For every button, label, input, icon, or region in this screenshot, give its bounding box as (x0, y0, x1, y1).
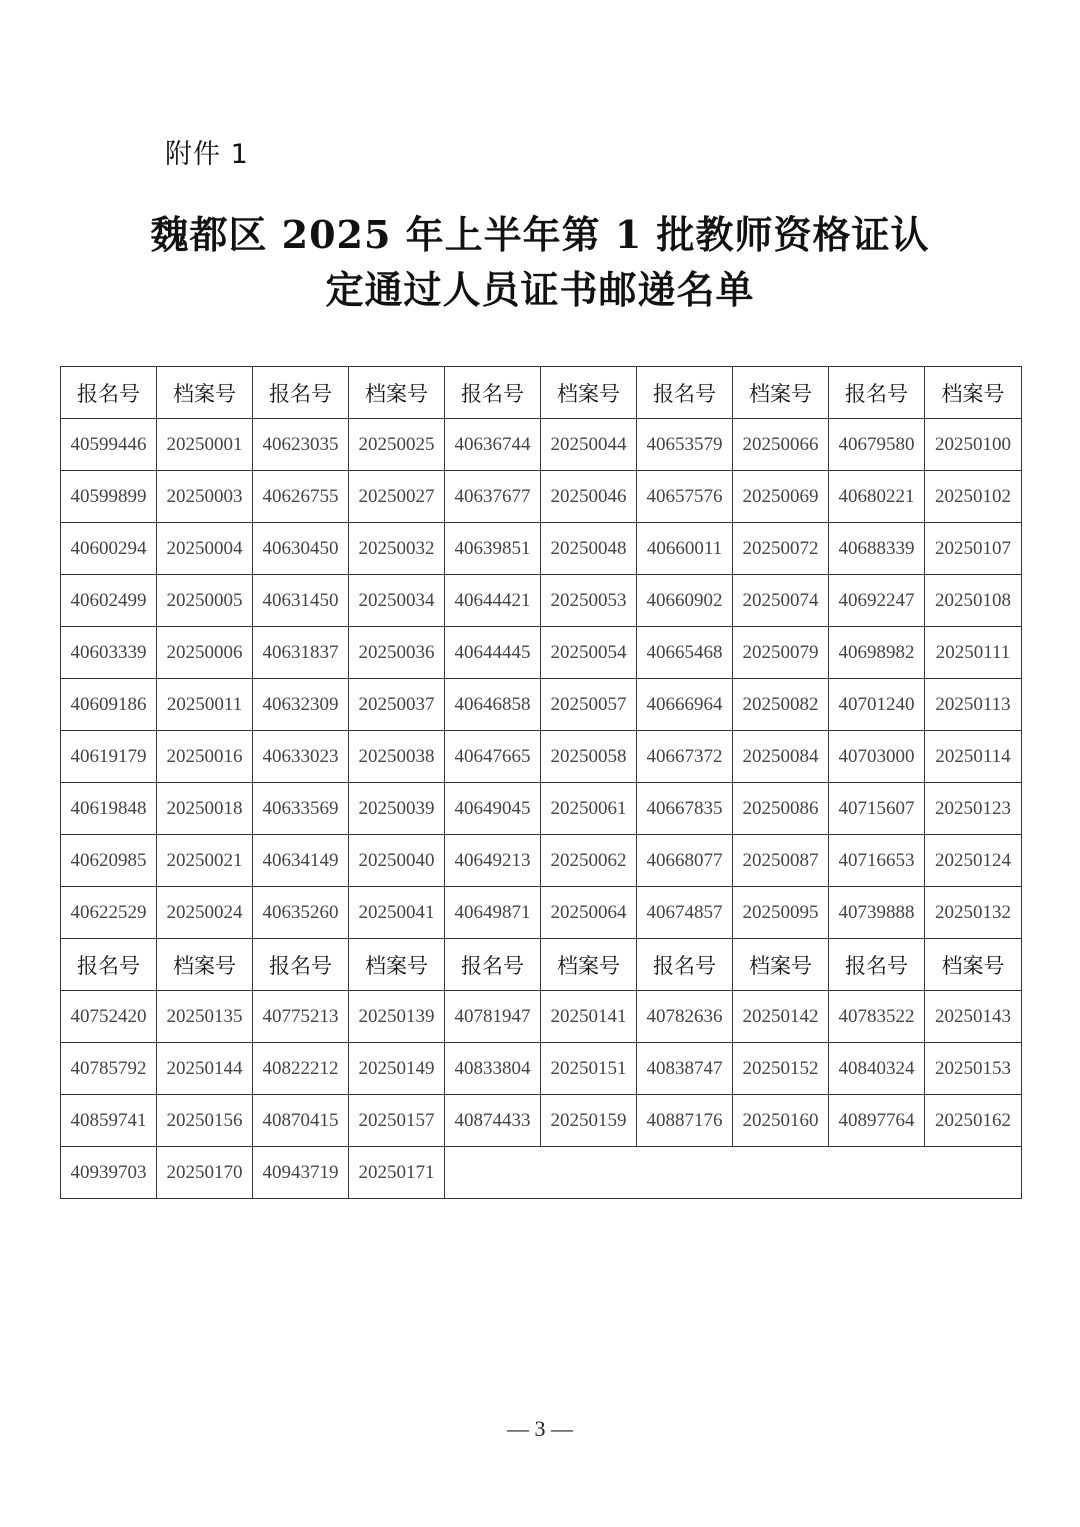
column-header-file-no: 档案号 (925, 367, 1022, 419)
file-number-cell: 20250011 (157, 679, 253, 731)
table-row (61, 471, 1022, 523)
registration-number-cell: 40635260 (253, 887, 349, 939)
registration-number-cell: 40785792 (61, 1043, 157, 1095)
file-number-cell: 20250003 (157, 471, 253, 523)
file-number-cell: 20250072 (733, 523, 829, 575)
table-row (61, 887, 1022, 939)
registration-number-cell: 40633569 (253, 783, 349, 835)
column-header-registration-no: 报名号 (445, 939, 541, 991)
attachment-label: 附件 1 (165, 139, 249, 170)
registration-number-cell: 40739888 (829, 887, 925, 939)
registration-number-cell: 40703000 (829, 731, 925, 783)
file-number-cell: 20250141 (541, 991, 637, 1043)
column-header-file-no: 档案号 (157, 367, 253, 419)
file-number-cell: 20250139 (349, 991, 445, 1043)
file-number-cell: 20250054 (541, 627, 637, 679)
file-number-cell: 20250135 (157, 991, 253, 1043)
registration-number-cell: 40644445 (445, 627, 541, 679)
file-number-cell: 20250100 (925, 419, 1022, 471)
column-header-registration-no: 报名号 (637, 367, 733, 419)
registration-number-cell: 40680221 (829, 471, 925, 523)
registration-number-cell: 40633023 (253, 731, 349, 783)
registration-number-cell: 40667835 (637, 783, 733, 835)
registration-number-cell: 40674857 (637, 887, 733, 939)
registration-number-cell: 40657576 (637, 471, 733, 523)
column-header-file-no: 档案号 (157, 939, 253, 991)
table-row (61, 835, 1022, 887)
file-number-cell: 20250084 (733, 731, 829, 783)
registration-number-cell: 40833804 (445, 1043, 541, 1095)
registration-number-cell: 40649045 (445, 783, 541, 835)
file-number-cell: 20250053 (541, 575, 637, 627)
column-header-file-no: 档案号 (925, 939, 1022, 991)
file-number-cell: 20250016 (157, 731, 253, 783)
file-number-cell: 20250171 (349, 1147, 445, 1199)
file-number-cell: 20250142 (733, 991, 829, 1043)
registration-number-cell: 40782636 (637, 991, 733, 1043)
column-header-file-no: 档案号 (349, 367, 445, 419)
file-number-cell: 20250123 (925, 783, 1022, 835)
column-header-file-no: 档案号 (541, 939, 637, 991)
column-header-registration-no: 报名号 (829, 939, 925, 991)
file-number-cell: 20250046 (541, 471, 637, 523)
registration-number-cell: 40679580 (829, 419, 925, 471)
registration-number-cell: 40874433 (445, 1095, 541, 1147)
registration-number-cell: 40775213 (253, 991, 349, 1043)
registration-number-cell: 40692247 (829, 575, 925, 627)
registration-number-cell: 40943719 (253, 1147, 349, 1199)
table-row (61, 991, 1022, 1043)
empty-cell (445, 1147, 1022, 1199)
file-number-cell: 20250025 (349, 419, 445, 471)
file-number-cell: 20250153 (925, 1043, 1022, 1095)
registration-number-cell: 40859741 (61, 1095, 157, 1147)
registration-number-cell: 40649871 (445, 887, 541, 939)
table-header-row (61, 939, 1022, 991)
registration-number-cell: 40716653 (829, 835, 925, 887)
file-number-cell: 20250082 (733, 679, 829, 731)
file-number-cell: 20250048 (541, 523, 637, 575)
registration-number-cell: 40887176 (637, 1095, 733, 1147)
registration-number-cell: 40665468 (637, 627, 733, 679)
file-number-cell: 20250143 (925, 991, 1022, 1043)
table-row (61, 731, 1022, 783)
registration-number-cell: 40639851 (445, 523, 541, 575)
file-number-cell: 20250018 (157, 783, 253, 835)
file-number-cell: 20250157 (349, 1095, 445, 1147)
table-body (61, 367, 1022, 1199)
certificate-mailing-table (60, 366, 1022, 1199)
registration-number-cell: 40838747 (637, 1043, 733, 1095)
file-number-cell: 20250095 (733, 887, 829, 939)
registration-number-cell: 40668077 (637, 835, 733, 887)
file-number-cell: 20250102 (925, 471, 1022, 523)
file-number-cell: 20250004 (157, 523, 253, 575)
registration-number-cell: 40647665 (445, 731, 541, 783)
registration-number-cell: 40620985 (61, 835, 157, 887)
file-number-cell: 20250069 (733, 471, 829, 523)
page-title-line-2: 定通过人员证书邮递名单 (325, 267, 755, 312)
file-number-cell: 20250034 (349, 575, 445, 627)
registration-number-cell: 40631450 (253, 575, 349, 627)
file-number-cell: 20250027 (349, 471, 445, 523)
file-number-cell: 20250074 (733, 575, 829, 627)
registration-number-cell: 40619179 (61, 731, 157, 783)
file-number-cell: 20250058 (541, 731, 637, 783)
file-number-cell: 20250024 (157, 887, 253, 939)
file-number-cell: 20250057 (541, 679, 637, 731)
file-number-cell: 20250001 (157, 419, 253, 471)
file-number-cell: 20250021 (157, 835, 253, 887)
column-header-registration-no: 报名号 (253, 367, 349, 419)
file-number-cell: 20250038 (349, 731, 445, 783)
file-number-cell: 20250111 (925, 627, 1022, 679)
table-row (61, 1043, 1022, 1095)
file-number-cell: 20250144 (157, 1043, 253, 1095)
registration-number-cell: 40619848 (61, 783, 157, 835)
registration-number-cell: 40622529 (61, 887, 157, 939)
registration-number-cell: 40631837 (253, 627, 349, 679)
registration-number-cell: 40698982 (829, 627, 925, 679)
column-header-file-no: 档案号 (733, 367, 829, 419)
registration-number-cell: 40599899 (61, 471, 157, 523)
registration-number-cell: 40602499 (61, 575, 157, 627)
table-row (61, 419, 1022, 471)
table-row (61, 679, 1022, 731)
file-number-cell: 20250151 (541, 1043, 637, 1095)
table-row (61, 783, 1022, 835)
file-number-cell: 20250061 (541, 783, 637, 835)
table-row (61, 1095, 1022, 1147)
registration-number-cell: 40644421 (445, 575, 541, 627)
registration-number-cell: 40666964 (637, 679, 733, 731)
registration-number-cell: 40660902 (637, 575, 733, 627)
page-number: — 3 — (507, 1416, 573, 1441)
table-row (61, 1147, 1022, 1199)
file-number-cell: 20250149 (349, 1043, 445, 1095)
file-number-cell: 20250032 (349, 523, 445, 575)
file-number-cell: 20250107 (925, 523, 1022, 575)
column-header-registration-no: 报名号 (445, 367, 541, 419)
registration-number-cell: 40599446 (61, 419, 157, 471)
column-header-file-no: 档案号 (349, 939, 445, 991)
file-number-cell: 20250005 (157, 575, 253, 627)
registration-number-cell: 40653579 (637, 419, 733, 471)
file-number-cell: 20250066 (733, 419, 829, 471)
registration-number-cell: 40600294 (61, 523, 157, 575)
file-number-cell: 20250040 (349, 835, 445, 887)
registration-number-cell: 40636744 (445, 419, 541, 471)
registration-number-cell: 40688339 (829, 523, 925, 575)
column-header-file-no: 档案号 (541, 367, 637, 419)
file-number-cell: 20250086 (733, 783, 829, 835)
registration-number-cell: 40660011 (637, 523, 733, 575)
column-header-file-no: 档案号 (733, 939, 829, 991)
registration-number-cell: 40634149 (253, 835, 349, 887)
page-title-line-1: 魏都区 2025 年上半年第 1 批教师资格证认 (150, 212, 930, 257)
registration-number-cell: 40870415 (253, 1095, 349, 1147)
column-header-registration-no: 报名号 (61, 367, 157, 419)
file-number-cell: 20250064 (541, 887, 637, 939)
registration-number-cell: 40667372 (637, 731, 733, 783)
registration-number-cell: 40822212 (253, 1043, 349, 1095)
file-number-cell: 20250113 (925, 679, 1022, 731)
file-number-cell: 20250124 (925, 835, 1022, 887)
registration-number-cell: 40783522 (829, 991, 925, 1043)
file-number-cell: 20250132 (925, 887, 1022, 939)
file-number-cell: 20250037 (349, 679, 445, 731)
file-number-cell: 20250036 (349, 627, 445, 679)
file-number-cell: 20250041 (349, 887, 445, 939)
column-header-registration-no: 报名号 (253, 939, 349, 991)
registration-number-cell: 40701240 (829, 679, 925, 731)
file-number-cell: 20250152 (733, 1043, 829, 1095)
table-row (61, 575, 1022, 627)
file-number-cell: 20250079 (733, 627, 829, 679)
table-row (61, 627, 1022, 679)
registration-number-cell: 40630450 (253, 523, 349, 575)
registration-number-cell: 40649213 (445, 835, 541, 887)
registration-number-cell: 40646858 (445, 679, 541, 731)
registration-number-cell: 40609186 (61, 679, 157, 731)
registration-number-cell: 40840324 (829, 1043, 925, 1095)
file-number-cell: 20250114 (925, 731, 1022, 783)
table-row (61, 523, 1022, 575)
file-number-cell: 20250087 (733, 835, 829, 887)
file-number-cell: 20250062 (541, 835, 637, 887)
file-number-cell: 20250160 (733, 1095, 829, 1147)
column-header-registration-no: 报名号 (637, 939, 733, 991)
column-header-registration-no: 报名号 (61, 939, 157, 991)
registration-number-cell: 40939703 (61, 1147, 157, 1199)
registration-number-cell: 40637677 (445, 471, 541, 523)
file-number-cell: 20250156 (157, 1095, 253, 1147)
file-number-cell: 20250170 (157, 1147, 253, 1199)
file-number-cell: 20250108 (925, 575, 1022, 627)
registration-number-cell: 40603339 (61, 627, 157, 679)
registration-number-cell: 40781947 (445, 991, 541, 1043)
table-header-row (61, 367, 1022, 419)
file-number-cell: 20250159 (541, 1095, 637, 1147)
column-header-registration-no: 报名号 (829, 367, 925, 419)
registration-number-cell: 40626755 (253, 471, 349, 523)
registration-number-cell: 40752420 (61, 991, 157, 1043)
registration-number-cell: 40632309 (253, 679, 349, 731)
registration-number-cell: 40623035 (253, 419, 349, 471)
file-number-cell: 20250044 (541, 419, 637, 471)
file-number-cell: 20250162 (925, 1095, 1022, 1147)
registration-number-cell: 40715607 (829, 783, 925, 835)
file-number-cell: 20250039 (349, 783, 445, 835)
registration-number-cell: 40897764 (829, 1095, 925, 1147)
file-number-cell: 20250006 (157, 627, 253, 679)
